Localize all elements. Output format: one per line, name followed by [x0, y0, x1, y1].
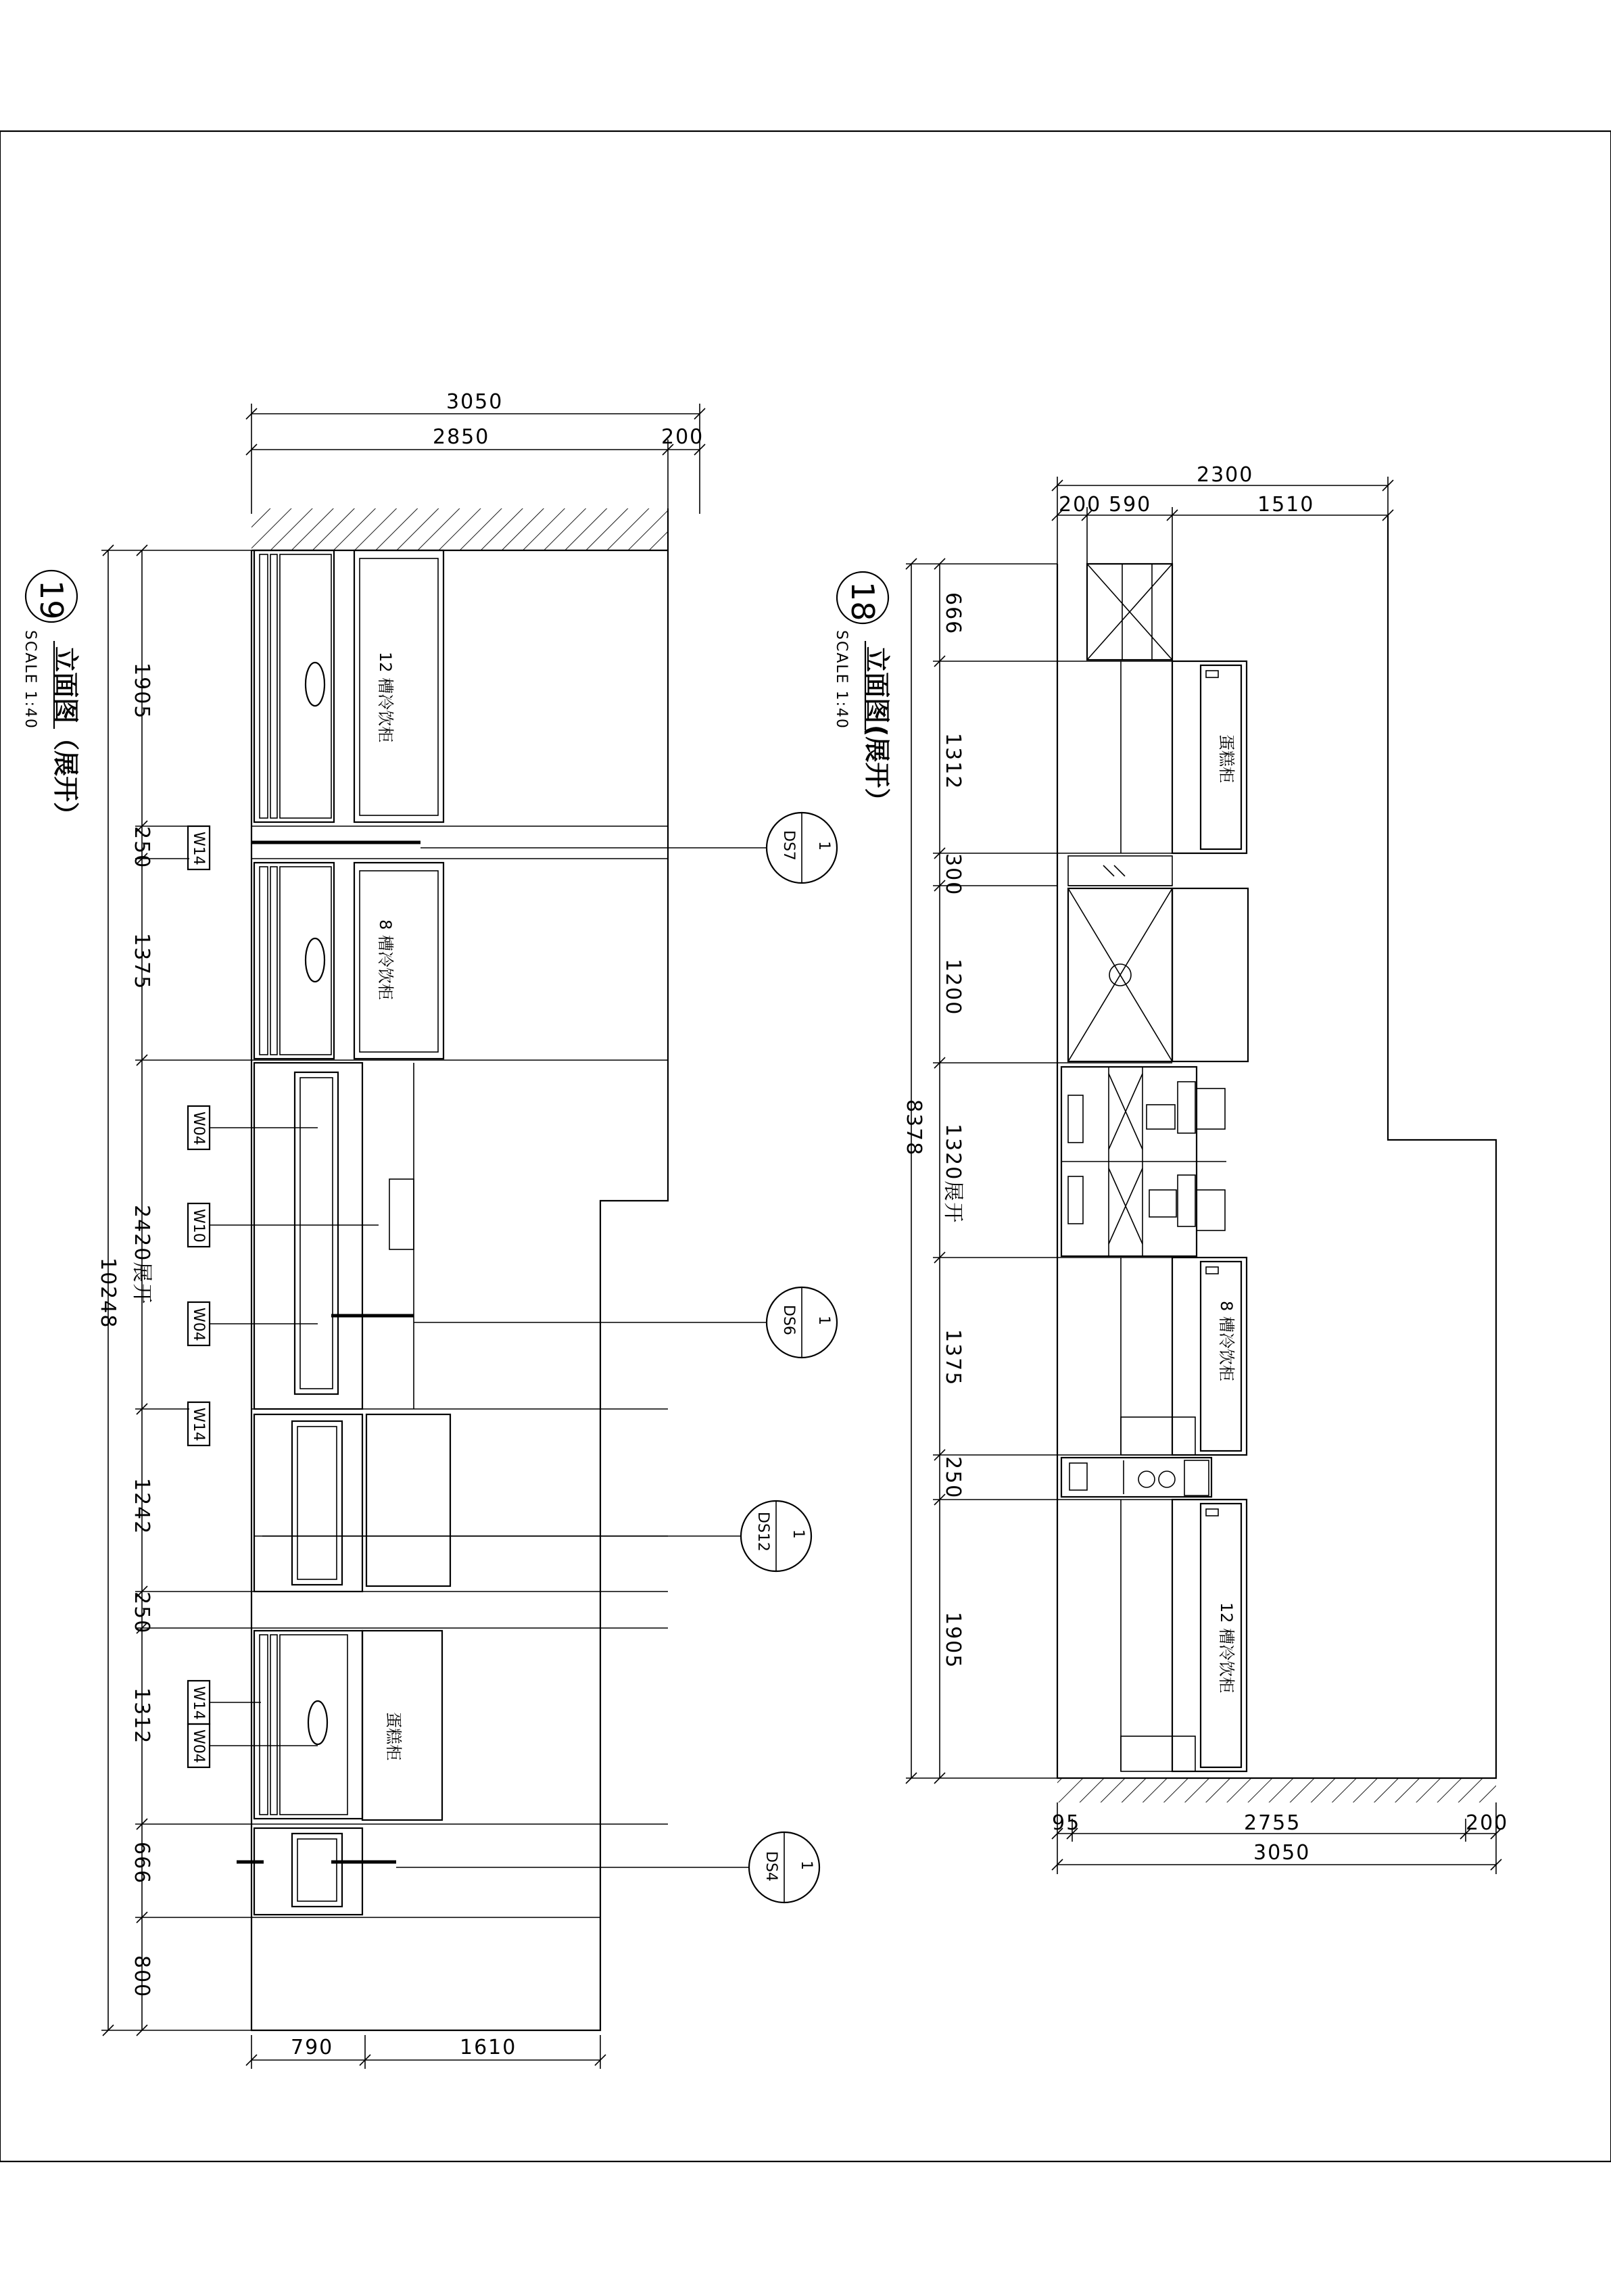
- tag-19-4: W14: [190, 1408, 207, 1441]
- tag-19-3: W04: [190, 1308, 207, 1341]
- brand-oval-logo: [306, 663, 324, 706]
- elevation-title-18: 立面图: [862, 646, 892, 724]
- dim-overall-19: 3050: [446, 390, 504, 414]
- display-hatch-19: [366, 1414, 450, 1586]
- elevation-number-19: 19: [33, 580, 70, 620]
- tag-19-0: W14: [190, 832, 207, 865]
- elevation-title-19: 立面图: [51, 646, 80, 724]
- dim-bottom-c-18: 200: [1466, 1811, 1509, 1835]
- sheet-border: [0, 131, 1611, 2161]
- elevation-suffix-19: （展开）: [51, 725, 80, 828]
- dim-bottom-a-18: 95: [1052, 1811, 1081, 1835]
- elevation-suffix-18: (展开）: [862, 725, 892, 814]
- elevation-18: [833, 463, 1508, 1874]
- elevation-scale-18: SCALE 1:40: [833, 630, 850, 730]
- svg-text:DS4: DS4: [763, 1851, 779, 1882]
- upper-x-cabinet-18: [1087, 564, 1172, 660]
- side-dim-18-1: 1312: [941, 733, 965, 790]
- elevation-number-18: 18: [844, 581, 881, 621]
- detail-callout-bubble-ds4: [749, 1832, 819, 1903]
- bottom-dimensions-19: [246, 2035, 606, 2069]
- dim-bottom-b-18: 2755: [1244, 1811, 1301, 1835]
- cabinet-label-8-19: 8 槽冷饮柜: [376, 919, 395, 1000]
- cabinet-label-8-18: 8 槽冷饮柜: [1217, 1301, 1236, 1381]
- detail-callout-bubble-ds7: [767, 813, 837, 883]
- side-dim-19-1: 250: [130, 826, 153, 869]
- ceiling-hatch-19: [251, 508, 668, 550]
- floor-hatch-18: [1057, 1778, 1496, 1802]
- display-section-19: [254, 1414, 668, 1592]
- side-dim-18-2: 300: [941, 853, 965, 896]
- side-dimensions-19: [96, 545, 251, 2036]
- side-dim-19-2: 1375: [130, 933, 153, 990]
- x-cabinet-hatch-18: [1172, 888, 1248, 1061]
- side-dimensions-18: [902, 558, 1057, 1784]
- bottom-dimensions-18: [1052, 1802, 1508, 1874]
- svg-text:1: 1: [790, 1529, 807, 1539]
- tag-19-5: W14: [190, 1686, 207, 1720]
- dim-bottom-overall-18: 3050: [1253, 1841, 1311, 1865]
- side-dim-19-7: 666: [130, 1842, 153, 1885]
- tag-19-2: W10: [190, 1209, 207, 1243]
- wall-outline-18: [1057, 515, 1496, 1778]
- svg-text:1: 1: [815, 1316, 832, 1325]
- side-dim-19-8: 800: [130, 1955, 153, 1999]
- dim-a-18: 200: [1059, 493, 1102, 517]
- cabinet-8-slot-19: [254, 863, 443, 1059]
- total-dim-19: 10248: [96, 1258, 120, 1329]
- side-dim-18-4: 1320展开: [941, 1124, 965, 1224]
- cabinet-8-slot-18: [1121, 1258, 1247, 1455]
- brand-oval-logo-3: [308, 1701, 327, 1744]
- cabinet-label-12-19: 12 槽冷饮柜: [376, 652, 395, 743]
- dim-side-19: 200: [661, 425, 704, 449]
- svg-text:1: 1: [815, 841, 832, 851]
- side-dim-18-5: 1375: [941, 1329, 965, 1387]
- side-dim-18-0: 666: [941, 592, 965, 636]
- tag-19-1: W04: [190, 1111, 207, 1145]
- side-dim-19-0: 1905: [130, 663, 153, 720]
- top-dimensions-18: [1052, 463, 1393, 564]
- side-dim-19-5: 250: [130, 1592, 153, 1635]
- cabinet-label-cake-19: 蛋糕柜: [384, 1712, 403, 1761]
- svg-text:DS7: DS7: [780, 830, 797, 861]
- small-cabinet-hatch-19: [389, 1179, 414, 1249]
- side-dim-18-7: 1905: [941, 1612, 965, 1669]
- equipment-section-18: [1061, 1067, 1226, 1256]
- cabinet-label-cake-18: 蛋糕柜: [1217, 734, 1236, 783]
- side-dim-19-3: 2420展开: [130, 1205, 153, 1306]
- side-dim-18-6: 250: [941, 1456, 965, 1500]
- total-dim-18: 8378: [902, 1099, 925, 1157]
- side-dim-19-6: 1312: [130, 1688, 153, 1745]
- cabinet-12-slot-19: [254, 550, 443, 822]
- dim-main-19: 2850: [433, 425, 490, 449]
- material-tags-19: [188, 826, 379, 1767]
- cabinet-label-12-18: 12 槽冷饮柜: [1217, 1602, 1236, 1694]
- dim-overall-18: 2300: [1197, 463, 1254, 487]
- svg-text:DS6: DS6: [780, 1305, 797, 1335]
- counter-band-18: [1061, 1458, 1211, 1497]
- side-dim-19-4: 1242: [130, 1478, 153, 1535]
- cabinet-12-slot-18: [1121, 1500, 1247, 1771]
- elevation-19: [22, 390, 837, 2069]
- side-dim-18-3: 1200: [941, 959, 965, 1016]
- panel-section-19: [254, 1063, 414, 1409]
- elevation-scale-19: SCALE 1:40: [22, 630, 39, 730]
- title-block-19: [22, 571, 80, 828]
- callout-bubbles-19: [262, 813, 837, 1903]
- brand-oval-logo-2: [306, 938, 324, 982]
- x-cabinet-18: [1068, 888, 1248, 1061]
- detail-callout-bubble-ds12: [741, 1501, 811, 1571]
- dim-bottom-right-19: 1610: [460, 2036, 517, 2059]
- wall-outline-19: [251, 508, 668, 2030]
- tag-19-6: W04: [190, 1729, 207, 1763]
- cake-cabinet-19: [254, 1631, 442, 1820]
- title-block-18: [833, 572, 892, 813]
- cake-cabinet-18: [1057, 661, 1247, 853]
- svg-text:1: 1: [798, 1861, 815, 1870]
- detail-callout-bubble-ds6: [767, 1287, 837, 1358]
- lower-section-19: [237, 1828, 396, 1915]
- svg-text:DS12: DS12: [754, 1512, 771, 1552]
- dim-c-18: 1510: [1257, 493, 1315, 517]
- dim-b-18: 590: [1109, 493, 1152, 517]
- dim-bottom-left-19: 790: [291, 2036, 334, 2059]
